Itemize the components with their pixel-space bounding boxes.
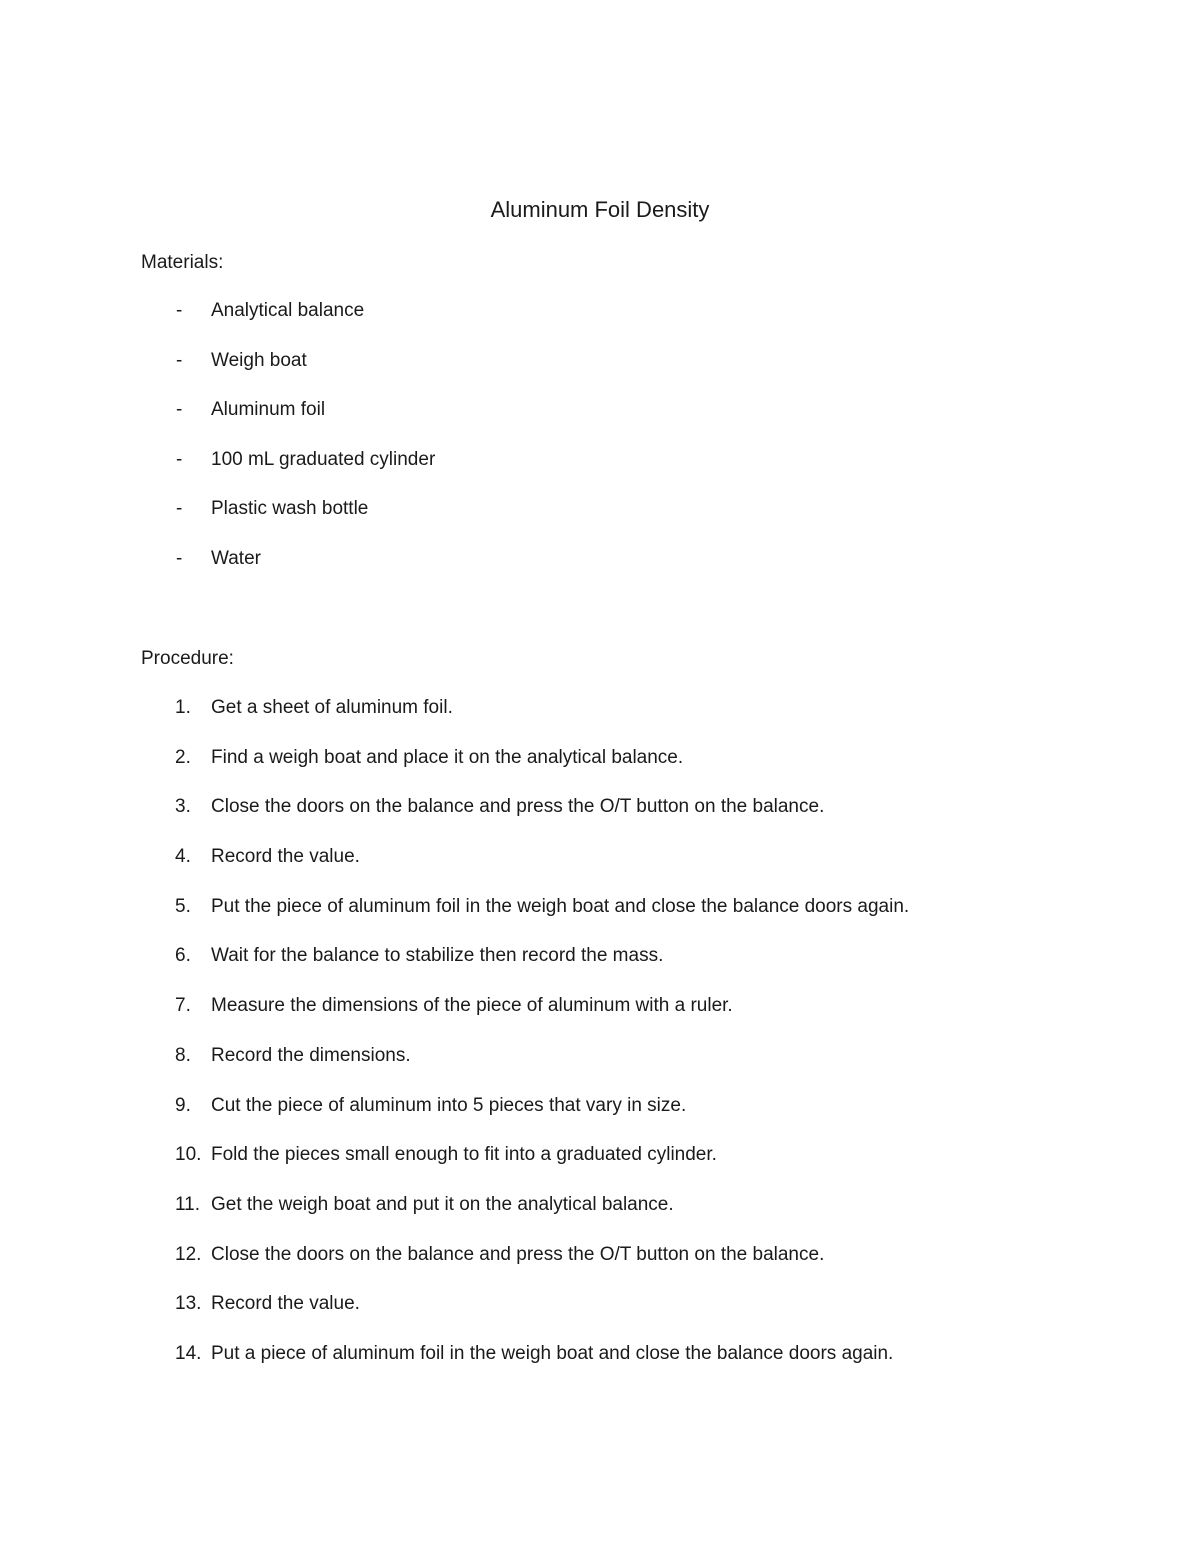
dash-bullet: - [176, 349, 183, 371]
step-number: 11. [175, 1193, 201, 1215]
step-text: Wait for the balance to stabilize then record the mass. [211, 945, 664, 967]
step-text: Close the doors on the balance and press the O/T button on the balance. [211, 1243, 825, 1265]
step-text: Put the piece of aluminum foil in the weigh boat and close the balance doors again. [211, 895, 910, 917]
step-number: 2. [175, 746, 191, 768]
materials-item-text: Water [211, 547, 261, 569]
procedure-heading: Procedure: [141, 648, 234, 669]
step-text: Record the value. [211, 846, 360, 868]
step-text: Find a weigh boat and place it on the analytical balance. [211, 746, 684, 768]
step-number: 9. [175, 1094, 191, 1116]
step-number: 1. [175, 697, 191, 718]
dash-bullet: - [176, 399, 183, 421]
step-number: 7. [175, 995, 191, 1017]
step-number: 12. [175, 1243, 202, 1265]
step-text: Measure the dimensions of the piece of aluminum with a ruler. [211, 995, 733, 1017]
step-number: 13. [175, 1293, 202, 1315]
step-text: Put a piece of aluminum foil in the weigh boat and close the balance doors again. [211, 1342, 894, 1364]
step-text: Get a sheet of aluminum foil. [211, 697, 453, 718]
step-text: Get the weigh boat and put it on the analytical balance. [211, 1193, 674, 1215]
materials-heading: Materials: [141, 252, 224, 273]
step-number: 3. [175, 796, 191, 818]
step-text: Record the dimensions. [211, 1044, 411, 1066]
dash-bullet: - [176, 448, 183, 470]
dash-bullet: - [176, 300, 183, 321]
step-number: 10. [175, 1144, 202, 1166]
step-number: 5. [175, 895, 191, 917]
step-text: Fold the pieces small enough to fit into a graduated cylinder. [211, 1144, 717, 1166]
step-number: 6. [175, 945, 191, 967]
step-text: Cut the piece of aluminum into 5 pieces that vary in size. [211, 1094, 687, 1116]
step-number: 14. [175, 1342, 202, 1364]
dash-bullet: - [176, 498, 183, 520]
materials-item-text: Analytical balance [211, 300, 365, 321]
step-number: 8. [175, 1044, 191, 1066]
step-number: 4. [175, 846, 191, 868]
materials-item-text: Weigh boat [211, 349, 307, 371]
materials-item-text: Aluminum foil [211, 399, 326, 421]
step-text: Record the value. [211, 1293, 360, 1315]
step-text: Close the doors on the balance and press the O/T button on the balance. [211, 796, 825, 818]
dash-bullet: - [176, 547, 183, 569]
document-title: Aluminum Foil Density [490, 197, 710, 222]
materials-item-text: 100 mL graduated cylinder [211, 448, 436, 470]
materials-item-text: Plastic wash bottle [211, 498, 369, 520]
